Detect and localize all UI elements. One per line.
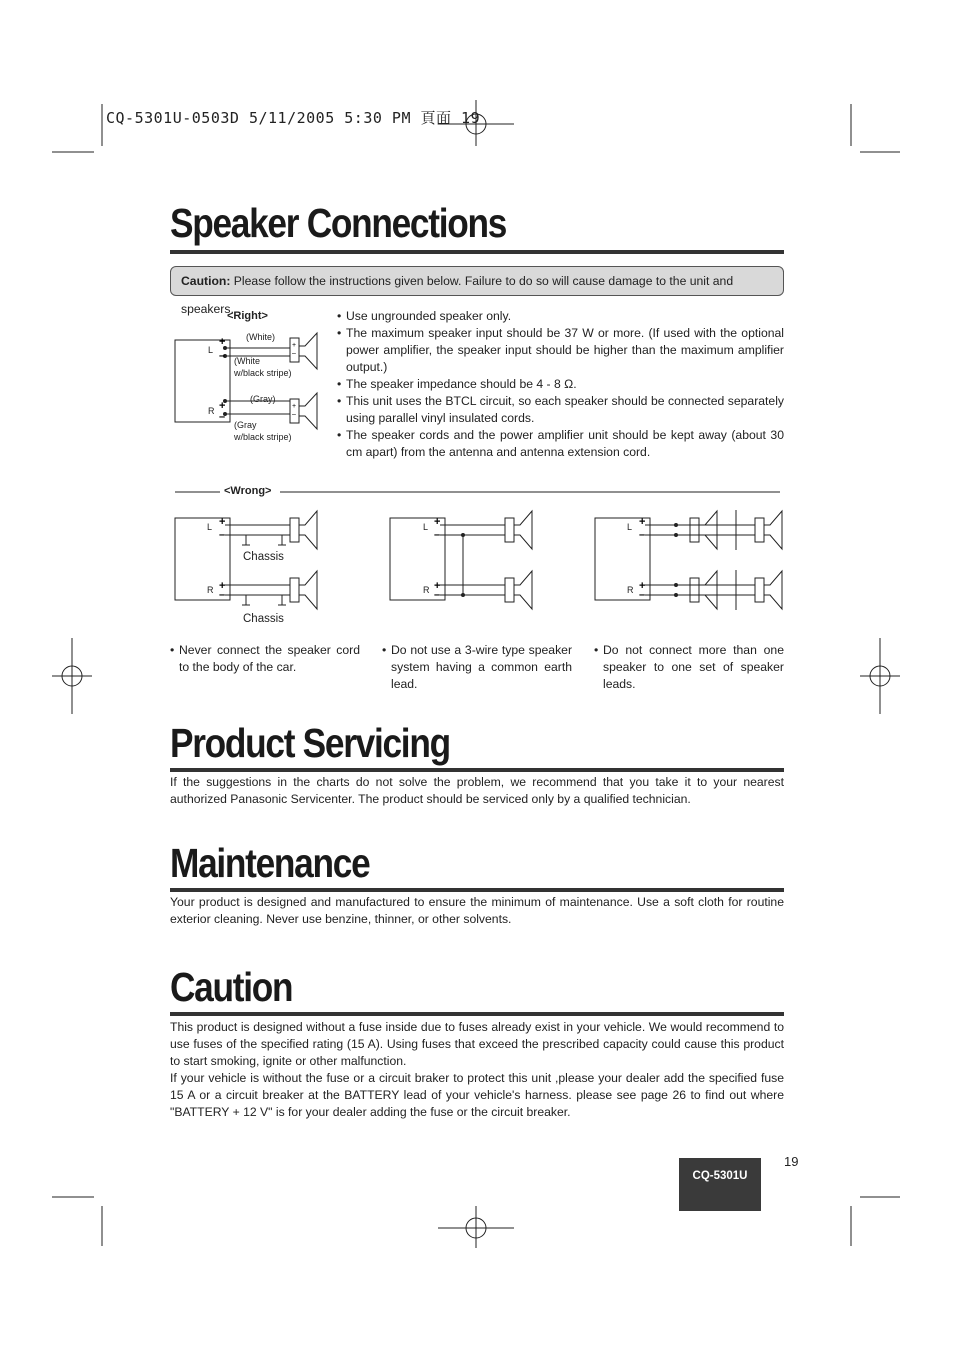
right-label: <Right> [227,310,268,322]
wrong-diagram-common-earth [385,505,545,615]
caution-text: Please follow the instructions given below. Failure to do so will cause damage to the unit and speakers. [181,274,734,316]
product-servicing-title: Product Servicing [170,720,450,766]
title-rule [170,768,784,772]
chassis-label: Chassis [243,551,284,563]
bullet-item: • The maximum speaker input should be 37 W or more. (If used with the optional power amplifier, the speaker input should be higher than the maximum amplifier output.) [337,325,784,376]
wrong-diagram-multiple-speakers [590,505,785,615]
wrong3-left-label: L [627,522,633,532]
page-number: 19 [784,1154,799,1169]
title-rule [170,888,784,892]
svg-text:–: – [292,411,296,418]
title-rule [170,1012,784,1016]
maintenance-text [170,894,784,928]
bullet-item: • Never connect the speaker cord to the body of the car. [170,642,360,676]
maintenance-title: Maintenance [170,840,370,886]
svg-text:–: – [434,529,441,541]
print-header: CQ-5301U-0503D 5/11/2005 5:30 PM 頁面 19 [106,109,481,127]
svg-text:+: + [219,580,226,592]
left-channel-label: L [208,345,214,355]
wrong-label: <Wrong> [224,485,272,497]
product-servicing-text [170,774,784,808]
svg-text:+: + [219,516,226,528]
wrong-note-common-earth [382,642,572,693]
svg-text:–: – [219,411,226,423]
caution-title: Caution [170,964,293,1010]
wrong2-left-label: L [423,522,429,532]
paragraph: If your vehicle is without the fuse or a circuit braker to protect this unit ,please your dealer add the specified fuse 15 A or a circuit breaker at the BATTERY lead of your vehicle's harness. please see page 26 to find out where "BATTERY + 12 V" is for your dealer adding the fuse or the circuit breaker. [170,1071,784,1119]
svg-text:–: – [434,589,441,601]
paragraph: If the suggestions in the charts do not solve the problem, we recommend that you take it to your nearest authorized Panasonic Servicenter. The product should be serviced only by a qualified technician. [170,775,784,806]
white-stripe-label-2: w/black stripe) [234,368,292,378]
svg-text:+: + [434,516,441,528]
speaker-bullets [337,308,784,461]
bullet-item: • Use ungrounded speaker only. [337,308,784,325]
wrong1-right-label: R [207,585,214,595]
svg-text:+: + [434,580,441,592]
svg-text:–: – [219,589,226,601]
wrong2-right-label: R [423,585,430,595]
bullet-item: • The speaker impedance should be 4 - 8 Ω. [337,376,784,393]
wrong-note-multiple-speakers [594,642,784,693]
speaker-connections-title: Speaker Connections [170,200,507,246]
wrong3-right-label: R [627,585,634,595]
title-rule [170,250,784,254]
svg-text:+: + [219,336,226,348]
wrong-diagram-chassis [170,505,355,625]
white-wire-label: (White) [246,332,275,342]
gray-stripe-label-1: (Gray [234,420,257,430]
svg-text:–: – [292,350,296,357]
svg-text:+: + [292,403,297,410]
caution-label: Caution: [181,274,231,288]
svg-text:+: + [639,516,646,528]
right-channel-label: R [208,406,215,416]
gray-stripe-label-2: w/black stripe) [234,432,292,442]
svg-text:+: + [639,580,646,592]
bullet-item: • Do not connect more than one speaker to one set of speaker leads. [594,642,784,693]
white-stripe-label-1: (White [234,356,261,366]
svg-text:+: + [219,400,226,412]
svg-text:–: – [219,350,226,362]
wrong1-left-label: L [207,522,213,532]
svg-text:–: – [219,529,226,541]
bullet-item: • Do not use a 3-wire type speaker system having a common earth lead. [382,642,572,693]
svg-text:–: – [639,589,646,601]
bullet-item: • This unit uses the BTCL circuit, so each speaker should be connected separately using parallel vinyl insulated cords. [337,393,784,427]
caution-text-block [170,1019,784,1121]
paragraph: This product is designed without a fuse inside due to fuses already exist in your vehicle. We would recommend to use fuses of the specified rating (15 A). Using fuses that exceed the prescribed capacity could cause this product to start smoking, ignite or other malfunction. [170,1020,784,1068]
svg-text:+: + [292,342,297,349]
chassis-label: Chassis [243,613,284,625]
wrong-note-chassis [170,642,360,676]
bullet-item: • The speaker cords and the power amplifier unit should be kept away (about 30 cm apart) from the antenna and antenna extension cord. [337,427,784,461]
paragraph: Your product is designed and manufactured to ensure the minimum of maintenance. Use a soft cloth for routine exterior cleaning. Never use benzine, thinner, or other solvents. [170,895,784,926]
svg-text:–: – [639,529,646,541]
model-badge: CQ-5301U [679,1158,761,1211]
gray-wire-label: (Gray) [250,394,276,404]
